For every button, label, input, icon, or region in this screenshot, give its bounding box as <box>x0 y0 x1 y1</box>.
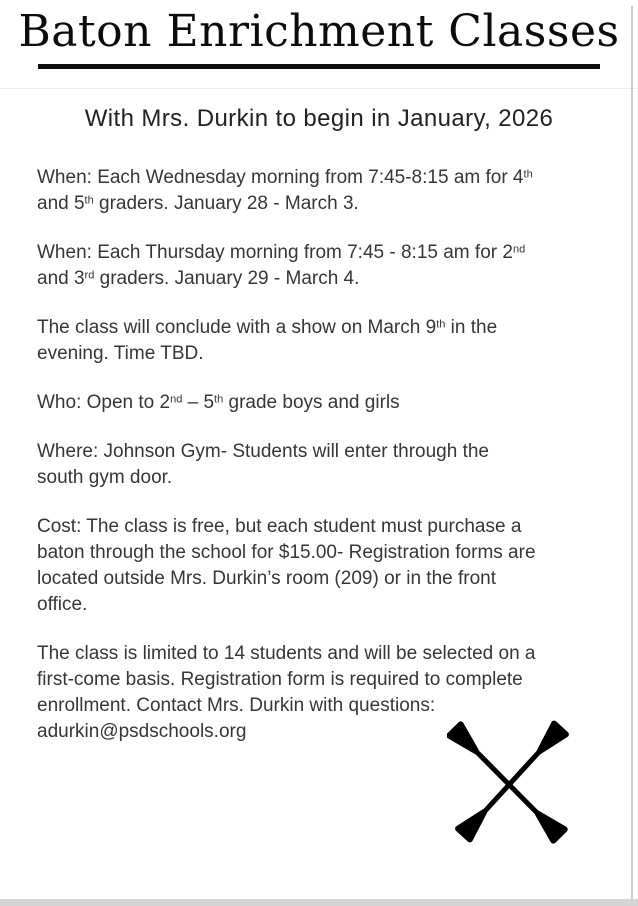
paragraph-enrollment-contact: The class is limited to 14 students and will be selected on a first-come basis. Registration form is required to complete enrollment. Contact Mrs. Durkin with questions: adurkin@psdschools.org <box>37 643 536 742</box>
paragraph-who: Who: Open to 2nd – 5th grade boys and girls <box>37 392 400 413</box>
flyer-page <box>0 6 638 906</box>
paragraph-where: Where: Johnson Gym- Students will enter through the south gym door. <box>37 441 490 488</box>
paragraph-cost: Cost: The class is free, but each student must purchase a baton through the school for $15.00- Registration forms are located outside Mrs. Durkin’s room (209) or in the front office. <box>37 516 536 615</box>
page-break-line <box>0 88 638 89</box>
paragraph-when-wednesday: When: Each Wednesday morning from 7:45-8:15 am for 4th and 5th graders. January 28 - March 3. <box>37 167 533 214</box>
paragraph-show-date: The class will conclude with a show on March 9th in the evening. Time TBD. <box>37 317 498 364</box>
crossed-batons-graphic <box>447 712 577 854</box>
page-subtitle: With Mrs. Durkin to begin in January, 2026 <box>84 105 554 132</box>
right-page-edge <box>631 6 633 899</box>
page-title: Baton Enrichment Classes <box>18 6 620 57</box>
paragraph-when-thursday: When: Each Thursday morning from 7:45 - 8:15 am for 2nd and 3rd graders. January 29 - March 4. <box>37 242 526 289</box>
bottom-page-edge <box>0 899 638 906</box>
title-underline <box>38 64 600 69</box>
flyer-body <box>37 165 610 745</box>
